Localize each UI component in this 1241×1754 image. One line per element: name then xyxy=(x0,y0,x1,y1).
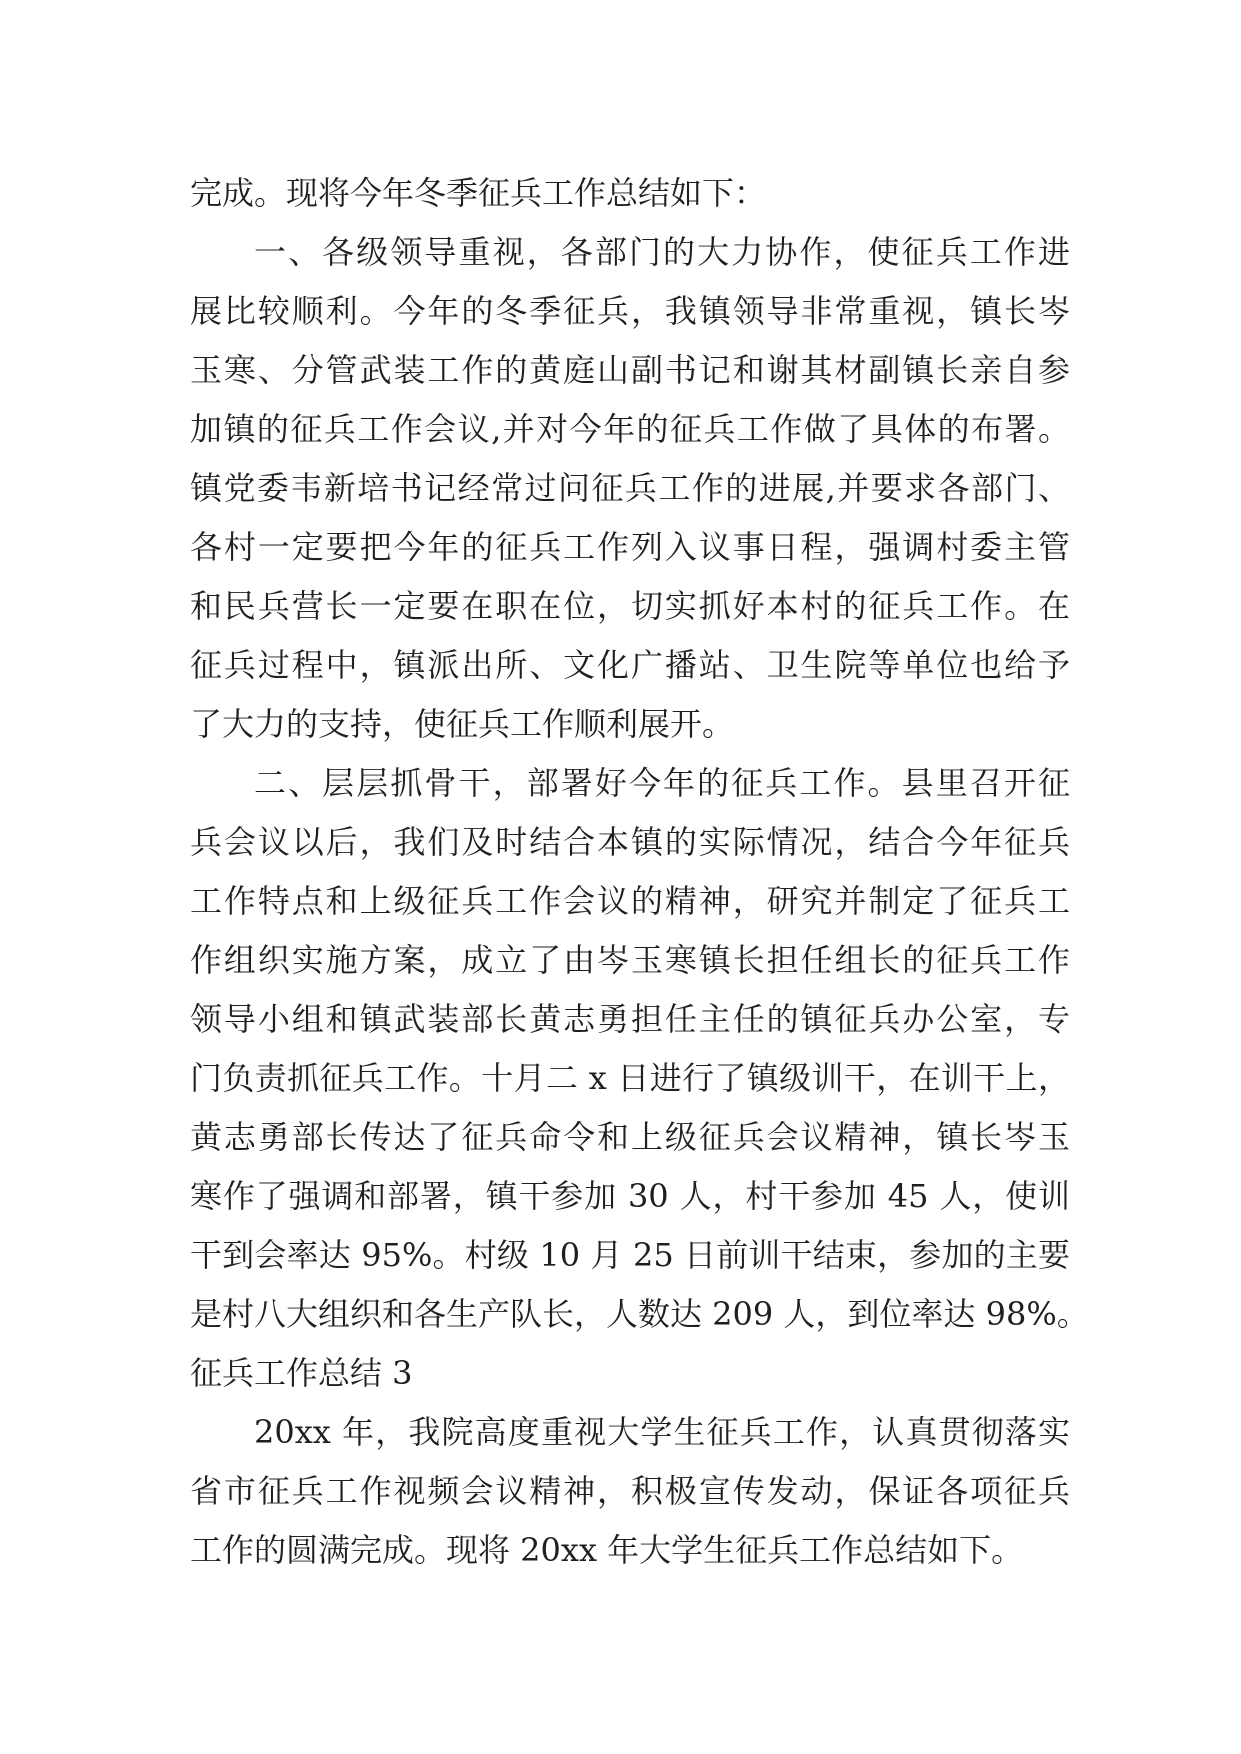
paragraph-3-line-1: 20xx 年，我院高度重视大学生征兵工作，认真贯彻落实 xyxy=(254,1413,1070,1451)
paragraph-3-line-3: 工作的圆满完成。现将 20xx 年大学生征兵工作总结如下。 xyxy=(190,1531,1024,1569)
text-line-1: 完成。现将今年冬季征兵工作总结如下： xyxy=(190,174,767,212)
paragraph-2-line-1: 二、层层抓骨干，部署好今年的征兵工作。县里召开征 xyxy=(254,764,1070,802)
paragraph-2-line-4: 作组织实施方案，成立了由岑玉寒镇长担任组长的征兵工作 xyxy=(190,941,1070,979)
paragraph-3-line-2: 省市征兵工作视频会议精神，积极宣传发动，保证各项征兵 xyxy=(190,1472,1070,1510)
paragraph-1-line-9: 了大力的支持，使征兵工作顺利展开。 xyxy=(190,705,735,743)
document-body xyxy=(190,164,1089,1580)
paragraph-2-line-3: 工作特点和上级征兵工作会议的精神，研究并制定了征兵工 xyxy=(190,882,1070,920)
paragraph-2-line-7: 黄志勇部长传达了征兵命令和上级征兵会议精神，镇长岑玉 xyxy=(190,1118,1070,1156)
paragraph-1-line-3: 玉寒、分管武装工作的黄庭山副书记和谢其材副镇长亲自参 xyxy=(190,351,1070,389)
paragraph-1-line-6: 各村一定要把今年的征兵工作列入议事日程，强调村委主管 xyxy=(190,528,1070,566)
paragraph-1-line-5: 镇党委韦新培书记经常过问征兵工作的进展,并要求各部门、 xyxy=(190,469,1070,507)
paragraph-2-line-9: 干到会率达 95%。村级 10 月 25 日前训干结束，参加的主要 xyxy=(190,1236,1070,1274)
paragraph-1-line-8: 征兵过程中，镇派出所、文化广播站、卫生院等单位也给予 xyxy=(190,646,1070,684)
paragraph-1-line-2: 展比较顺利。今年的冬季征兵，我镇领导非常重视，镇长岑 xyxy=(190,292,1070,330)
paragraph-2-line-5: 领导小组和镇武装部长黄志勇担任主任的镇征兵办公室，专 xyxy=(190,1000,1070,1038)
paragraph-2-line-8: 寒作了强调和部署，镇干参加 30 人，村干参加 45 人，使训 xyxy=(190,1177,1070,1215)
section-heading: 征兵工作总结 3 xyxy=(190,1354,413,1392)
paragraph-2-line-2: 兵会议以后，我们及时结合本镇的实际情况，结合今年征兵 xyxy=(190,823,1070,861)
paragraph-2-line-10: 是村八大组织和各生产队长，人数达 209 人，到位率达 98%。 xyxy=(190,1295,1089,1333)
paragraph-1-line-4: 加镇的征兵工作会议,并对今年的征兵工作做了具体的布署。 xyxy=(190,410,1070,448)
paragraph-1-line-1: 一、各级领导重视，各部门的大力协作，使征兵工作进 xyxy=(254,233,1070,271)
paragraph-1-line-7: 和民兵营长一定要在职在位，切实抓好本村的征兵工作。在 xyxy=(190,587,1070,625)
paragraph-2-line-6: 门负责抓征兵工作。十月二 x 日进行了镇级训干，在训干上， xyxy=(190,1059,1070,1097)
